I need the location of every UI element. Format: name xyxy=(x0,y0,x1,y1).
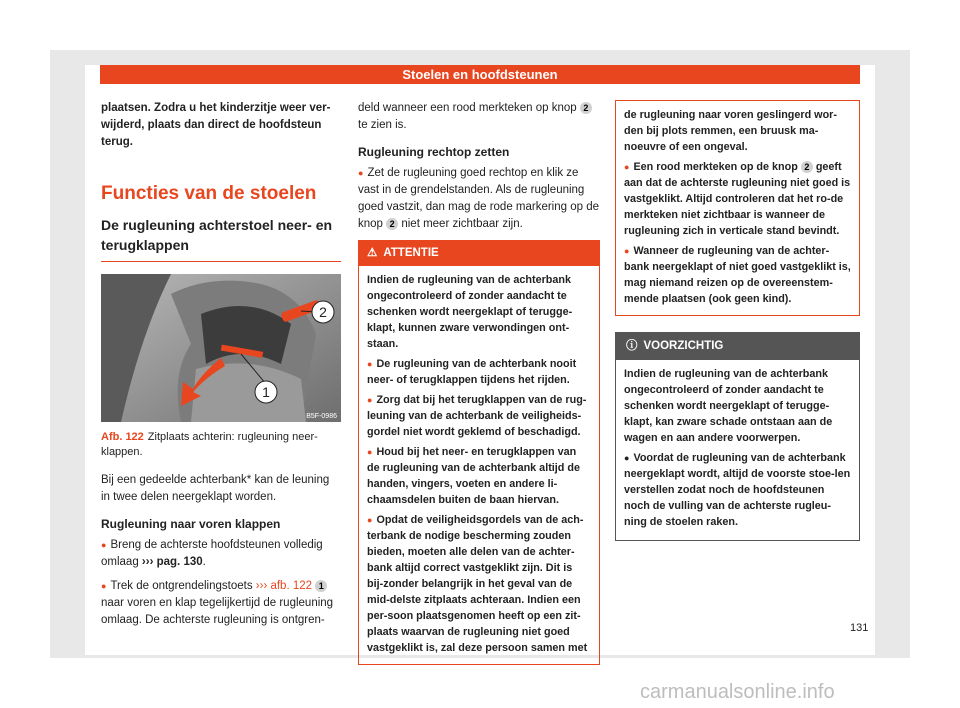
column-2 xyxy=(358,100,600,665)
warning-item xyxy=(624,159,851,239)
marker-2: 2 xyxy=(319,304,327,320)
warning-item-text-b: geeft aan dat de achterste rugleuning niet goed is vastgeklikt. Altijd controleren dat het ro-de merkteken niet zichtbaar is wanneer de rugleuning zich in verticale stand bevindt. xyxy=(624,161,851,237)
step-2-text-a: Trek de ontgrendelingstoets xyxy=(110,580,253,592)
warning-title: ATTENTIE xyxy=(383,247,439,259)
warning-item-text: Opdat de veiligheidsgordels van de ach-terbank de nodige bescherming zouden bieden, moeten alle delen van de achter-bank altijd correct vastgeklikt zijn. Dit is bij-zonder belangrijk in het geval van de mid-delste zitplaats achteraan. Indien een per-soon plaatsgenomen heeft op een zit-plaats waarvan de rugleuning niet goed vastgeklikt is, zal deze persoon samen met xyxy=(367,514,588,654)
warning-header xyxy=(359,241,599,266)
bullet-icon: ● xyxy=(367,359,373,369)
bullet-icon: ● xyxy=(624,162,630,172)
bullet-icon: ● xyxy=(101,581,107,591)
warning-body xyxy=(359,266,599,664)
caution-item xyxy=(624,450,851,530)
heading-fold-forward: Rugleuning naar voren klappen xyxy=(101,517,281,531)
marker-2-inline: 2 xyxy=(801,161,813,173)
step-2-text-b: naar voren en klap tegelijkertijd de rugleuning omlaag. De achterste rugleuning is ontgren- xyxy=(101,597,334,626)
warning-item-text: Zorg dat bij het terugklappen van de rug-leuning van de achterbank de veiligheids-gordel niet wordt geklemd of beschadigd. xyxy=(367,394,587,438)
marker-1-inline: 1 xyxy=(315,580,327,592)
section-header: Stoelen en hoofdsteunen xyxy=(100,65,860,84)
paragraph-unlock xyxy=(358,100,600,134)
section-title: Functies van de stoelen xyxy=(101,183,317,204)
caution-body xyxy=(616,360,859,540)
figure-caption xyxy=(101,430,341,460)
warning-item xyxy=(367,356,591,388)
figure-code: B5F-0986 xyxy=(306,413,337,420)
step-2 xyxy=(101,578,341,629)
warning-box xyxy=(358,240,600,665)
warning-triangle-icon: ⚠ xyxy=(367,247,378,259)
warning-box-continued xyxy=(615,100,860,316)
subsection-title: De rugleuning achterstoel neer- en terugklappen xyxy=(101,215,341,262)
figure-rear-seat xyxy=(101,274,341,422)
bullet-icon: ● xyxy=(367,515,373,525)
bullet-icon: ● xyxy=(624,453,630,463)
step-1: ● Breng de achterste hoofdsteunen volledig omlaag ››› pag. 130. xyxy=(101,539,323,568)
warning-continued-text: de rugleuning naar voren geslingerd wor-den bij plots remmen, een bruusk ma-noeuvre of een ongeval. xyxy=(624,109,837,153)
bullet-icon: ● xyxy=(367,395,373,405)
bullet-icon: ● xyxy=(101,540,107,550)
bullet-icon: ● xyxy=(624,246,630,256)
paragraph-split-bench: Bij een gedeelde achterbank* kan de leuning in twee delen neergeklapt worden. xyxy=(101,474,330,503)
upright-text-a: Zet de rugleuning goed rechtop en klik ze vast in de grendelstanden. Als de rugleuning goed vastzit, dan mag de rode markering op de knop xyxy=(358,167,600,230)
caution-item-text: Voordat de rugleuning van de achterbank neergeklapt wordt, altijd de voorste stoe-len verstellen zodat noch de hoofdsteunen noch de vulling van de achterste rugleu-ning de stoelen raken. xyxy=(624,452,851,528)
warning-item xyxy=(367,392,591,440)
warning-item-text-a: Een rood merkteken op de knop xyxy=(633,161,798,173)
bullet-icon: ● xyxy=(367,447,373,457)
warning-item-text: De rugleuning van de achterbank nooit neer- of terugklappen tijdens het rijden. xyxy=(367,358,577,386)
caution-title: VOORZICHTIG xyxy=(643,340,724,352)
caution-paragraph: Indien de rugleuning van de achterbank ongecontroleerd of zonder aandacht te schenken wordt neergeklapt of terugge-klapt, kan zware schade ontstaan aan de wagen en aan andere voorwerpen. xyxy=(624,368,833,444)
step-1-text: Breng de achterste hoofdsteunen volledig omlaag xyxy=(101,539,323,568)
upright-text-b: niet meer zichtbaar zijn. xyxy=(401,218,523,230)
page-number: 131 xyxy=(850,622,869,634)
heading-upright: Rugleuning rechtop zetten xyxy=(358,145,510,159)
warning-paragraph: Indien de rugleuning van de achterbank ongecontroleerd of zonder aandacht te schenken wordt neergeklapt of terugge-klapt, kunnen zware verwondingen ont-staan. xyxy=(367,274,573,350)
column-1 xyxy=(101,100,341,636)
warning-item xyxy=(367,512,591,656)
column-3 xyxy=(615,100,860,541)
intro-text: plaatsen. Zodra u het kinderzitje weer ver-wijderd, plaats dan direct de hoofdsteun terug. xyxy=(101,102,331,148)
warning-item-text: Houd bij het neer- en terugklappen van de rugleuning van de achterbank altijd de handen, vingers, voeten en andere li-chaamsdelen buiten de baan hiervan. xyxy=(367,446,580,506)
seat-illustration xyxy=(101,274,341,422)
watermark: carmanualsonline.info xyxy=(640,681,835,703)
warning-body-continued xyxy=(616,101,859,315)
marker-2-inline: 2 xyxy=(580,102,592,114)
info-circle-icon: ⓘ xyxy=(626,340,638,352)
step-upright xyxy=(358,165,600,233)
figure-caption-text: Zitplaats achterin: rugleuning neer-klappen. xyxy=(101,431,318,458)
caution-header xyxy=(616,333,859,360)
marker-1: 1 xyxy=(262,384,270,400)
bullet-icon: ● xyxy=(358,168,364,178)
warning-item xyxy=(367,444,591,508)
caution-box xyxy=(615,332,860,541)
unlock-text-b: te zien is. xyxy=(358,119,407,131)
warning-item xyxy=(624,243,851,307)
warning-item-text: Wanneer de rugleuning van de achter-bank neergeklapt of niet goed vastgeklikt is, mag niemand reizen op de overeenstem-mende plaatsen (ook geen kind). xyxy=(624,245,851,305)
page-link[interactable]: ››› pag. 130 xyxy=(141,556,203,568)
figure-label: Afb. 122 xyxy=(101,431,144,443)
marker-2-inline: 2 xyxy=(386,218,398,230)
figure-link[interactable]: ››› afb. 122 xyxy=(255,580,313,592)
unlock-text-a: deld wanneer een rood merkteken op knop xyxy=(358,102,577,114)
